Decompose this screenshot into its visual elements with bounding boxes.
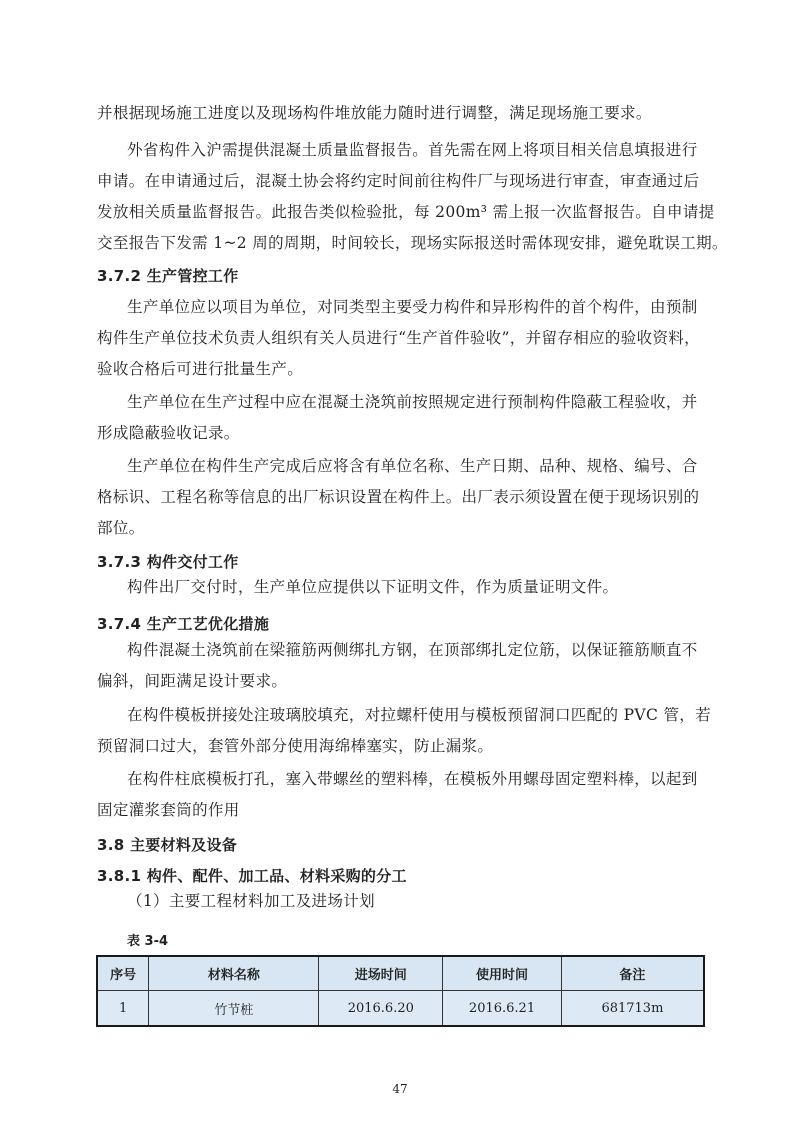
body-text-line: 外省构件入沪需提供混凝土质量监督报告。首先需在网上将项目相关信息填报进行 — [127, 141, 698, 159]
body-text-line: 构件生产单位技术负责人组织有关人员进行“生产首件验收”，并留存相应的验收资料， — [97, 329, 701, 347]
body-text-line: 生产单位在生产过程中应在混凝土浇筑前按照规定进行预制构件隐蔽工程验收，并 — [127, 393, 698, 411]
body-text-line: 交至报告下发需 1~2 周的周期，时间较长，现场实际报送时需体现安排，避免耽误工期。 — [97, 234, 728, 252]
body-text-line: 生产单位在构件生产完成后应将含有单位名称、生产日期、品种、规格、编号、合 — [127, 457, 698, 475]
materials-table — [96, 955, 705, 1027]
body-text-line: 构件出厂交付时，生产单位应提供以下证明文件，作为质量证明文件。 — [127, 578, 619, 596]
column-header-material: 材料名称 — [149, 956, 319, 991]
column-header-use-date: 使用时间 — [443, 956, 562, 991]
body-text-line: 生产单位应以项目为单位，对同类型主要受力构件和异形构件的首个构件，由预制 — [127, 298, 698, 316]
section-heading-3-8: 3.8 主要材料及设备 — [97, 836, 238, 854]
column-header-seq: 序号 — [97, 956, 149, 991]
page-number: 47 — [392, 1082, 408, 1096]
subsection-label: （1）主要工程材料加工及进场计划 — [127, 892, 375, 910]
body-text-line: 并根据现场施工进度以及现场构件堆放能力随时进行调整，满足现场施工要求。 — [97, 104, 652, 122]
body-text-line: 固定灌浆套筒的作用 — [97, 801, 240, 819]
table-cell: 681713m — [561, 991, 704, 1027]
body-text-line: 部位。 — [97, 519, 145, 537]
column-header-arrival-date: 进场时间 — [319, 956, 443, 991]
table-cell: 2016.6.20 — [319, 991, 443, 1027]
body-text-line: 在构件柱底模板打孔，塞入带螺丝的塑料棒，在模板外用螺母固定塑料棒，以起到 — [127, 770, 698, 788]
section-heading-3-7-2: 3.7.2 生产管控工作 — [97, 267, 239, 285]
body-text-line: 申请。在申请通过后，混凝土协会将约定时间前往构件厂与现场进行审查，审查通过后 — [97, 172, 700, 190]
column-header-remark: 备注 — [561, 956, 704, 991]
table-cell: 竹节桩 — [149, 991, 319, 1027]
body-text-line: 在构件模板拼接处注玻璃胶填充，对拉螺杆使用与模板预留洞口匹配的 PVC 管，若 — [127, 706, 711, 724]
body-text-line: 形成隐蔽验收记录。 — [97, 424, 240, 442]
table-cell: 2016.6.21 — [443, 991, 562, 1027]
table-row — [97, 991, 704, 1027]
section-heading-3-7-4: 3.7.4 生产工艺优化措施 — [97, 615, 270, 633]
body-text-line: 预留洞口过大，套管外部分使用海绵棒塞实，防止漏浆。 — [97, 737, 494, 755]
body-text-line: 偏斜，间距满足设计要求。 — [97, 672, 288, 690]
table-caption: 表 3-4 — [127, 934, 169, 949]
body-text-line: 发放相关质量监督报告。此报告类似检验批，每 200m³ 需上报一次监督报告。自申请提 — [97, 203, 715, 221]
body-text-line: 验收合格后可进行批量生产。 — [97, 360, 304, 378]
body-text-line: 格标识、工程名称等信息的出厂标识设置在构件上。出厂表示须设置在便于现场识别的 — [97, 488, 700, 506]
body-text-line: 构件混凝土浇筑前在梁箍筋两侧绑扎方钢，在顶部绑扎定位筋，以保证箍筋顺直不 — [127, 641, 698, 659]
table-cell: 1 — [97, 991, 149, 1027]
table-header-row — [97, 956, 704, 991]
section-heading-3-7-3: 3.7.3 构件交付工作 — [97, 553, 239, 571]
section-heading-3-8-1: 3.8.1 构件、配件、加工品、材料采购的分工 — [97, 867, 407, 885]
